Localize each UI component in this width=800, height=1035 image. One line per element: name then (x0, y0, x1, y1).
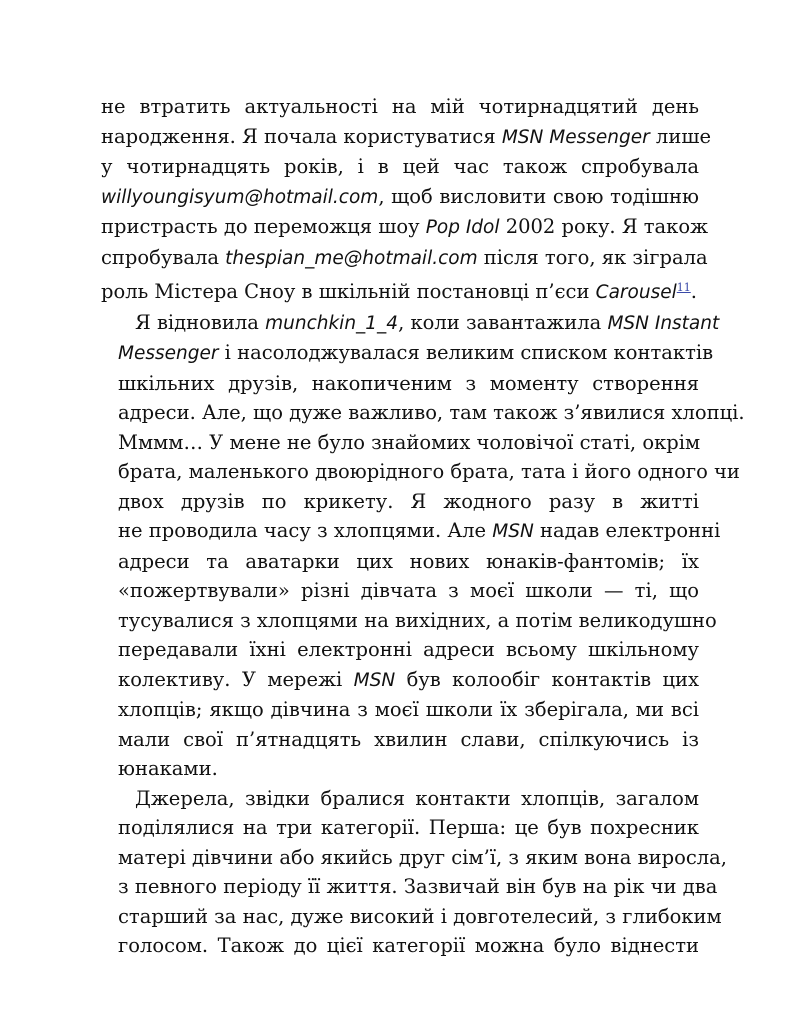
text-segment: , коли завантажила (398, 310, 608, 334)
text-line (101, 182, 699, 213)
text-segment: у чотирнадцять років, і в цей час також спробувала (101, 155, 699, 178)
text-line (101, 606, 717, 636)
text-line (101, 398, 745, 428)
text-line (101, 784, 699, 814)
text-line (101, 428, 699, 458)
text-segment: і насолоджувалася великим списком контактів (218, 341, 714, 364)
text-line (101, 308, 720, 339)
text-segment: «пожертвували» різні дівчата з моєї школи — ті, що (118, 579, 699, 602)
paragraph (101, 308, 745, 784)
text-segment: Мммм… У мене не було знайомих чоловічої статі, окрім (118, 430, 701, 454)
italic-text: thespian_me@hotmail.com (225, 247, 478, 269)
text-line (101, 212, 709, 243)
text-line (101, 872, 718, 902)
text-segment: юнаками. (118, 757, 218, 780)
text-segment: передавали їхні електронні адреси всьому шкільному (118, 638, 699, 661)
italic-text: Carousel (595, 282, 677, 303)
italic-text: MSN Messenger (501, 126, 650, 148)
text-line (101, 843, 727, 873)
text-segment: роль Містера Сноу в шкільній постановці п’єси (101, 280, 596, 303)
paragraph (101, 92, 711, 308)
text-segment: надав електронні (533, 519, 721, 542)
paragraph (101, 784, 727, 961)
text-line (101, 152, 699, 182)
text-line (101, 576, 699, 606)
text-segment: Я відновила (135, 310, 266, 334)
text-segment: колективу. У мережі (118, 667, 354, 691)
text-segment: шкільних друзів, накопиченим з моменту створення (118, 371, 699, 395)
text-segment: поділялися на три категорії. Перша: це був похресник (118, 816, 699, 839)
text-line (101, 902, 722, 932)
document-page (101, 92, 745, 961)
text-line (101, 457, 740, 487)
italic-text: munchkin_1_4 (265, 312, 399, 334)
text-segment: народження. Я почала користуватися (101, 124, 502, 148)
text-line (101, 665, 699, 696)
text-line (101, 516, 721, 547)
text-segment: з певного періоду її життя. Зазвичай він був на рік чи два (118, 875, 718, 898)
text-segment: , щоб висловити свою тодішню (378, 184, 699, 208)
text-line (101, 92, 699, 122)
text-segment: не проводила часу з хлопцями. Але (118, 519, 493, 542)
text-line (101, 695, 699, 725)
text-segment: пристрасть до переможця шоу (101, 215, 426, 238)
text-segment: хлопців; якщо дівчина з моєї школи їх зберігала, ми всі (118, 698, 699, 721)
text-segment: адреси та аватарки цих нових юнаків-фантомів; їх (118, 549, 699, 573)
text-segment: Джерела, звідки бралися контакти хлопців, загалом (135, 786, 699, 810)
text-line (101, 813, 699, 843)
text-line (101, 369, 699, 399)
text-segment: голосом. Також до цієї категорії можна було віднести (118, 934, 699, 957)
text-segment: 2002 року. Я також (499, 215, 709, 238)
footnote-link[interactable]: 11 (676, 281, 691, 294)
text-line (101, 273, 699, 308)
text-segment: старший за нас, дуже високий і довготелесий, з глибоким (118, 904, 722, 928)
text-line (101, 243, 708, 274)
text-segment: не втратить актуальності на мій чотирнадцятий день (101, 95, 699, 118)
text-line (101, 931, 699, 961)
text-segment: адреси. Але, що дуже важливо, там також з’явилися хлопці. (118, 401, 745, 424)
text-line (101, 122, 711, 153)
text-segment: двох друзів по крикету. Я жодного разу в житті (118, 489, 699, 513)
text-line (101, 635, 699, 665)
text-segment: лише (649, 124, 711, 148)
text-segment: матері дівчини або якийсь друг сім’ї, з яким вона виросла, (118, 845, 727, 869)
text-line (101, 754, 699, 784)
italic-text: willyoungisyum@hotmail.com (101, 186, 379, 208)
text-segment: мали свої п’ятнадцять хвилин слави, спілкуючись із (118, 727, 699, 751)
text-line (101, 547, 699, 577)
italic-text: Messenger (118, 343, 219, 364)
text-segment: спробувала (101, 245, 226, 269)
text-segment: був колообіг контактів цих (395, 667, 699, 691)
text-line (101, 338, 714, 369)
italic-text: MSN (492, 521, 534, 542)
text-segment: . (690, 280, 697, 303)
text-line (101, 725, 699, 755)
italic-text: MSN (353, 669, 396, 691)
text-line (101, 487, 699, 517)
italic-text: Pop Idol (425, 217, 500, 238)
text-segment: брата, маленького двоюрідного брата, тата і його одного чи (118, 460, 740, 483)
text-segment: після того, як зіграла (477, 245, 708, 269)
text-segment: тусувалися з хлопцями на вихідних, а потім великодушно (118, 608, 717, 632)
italic-text: MSN Instant (607, 312, 720, 334)
